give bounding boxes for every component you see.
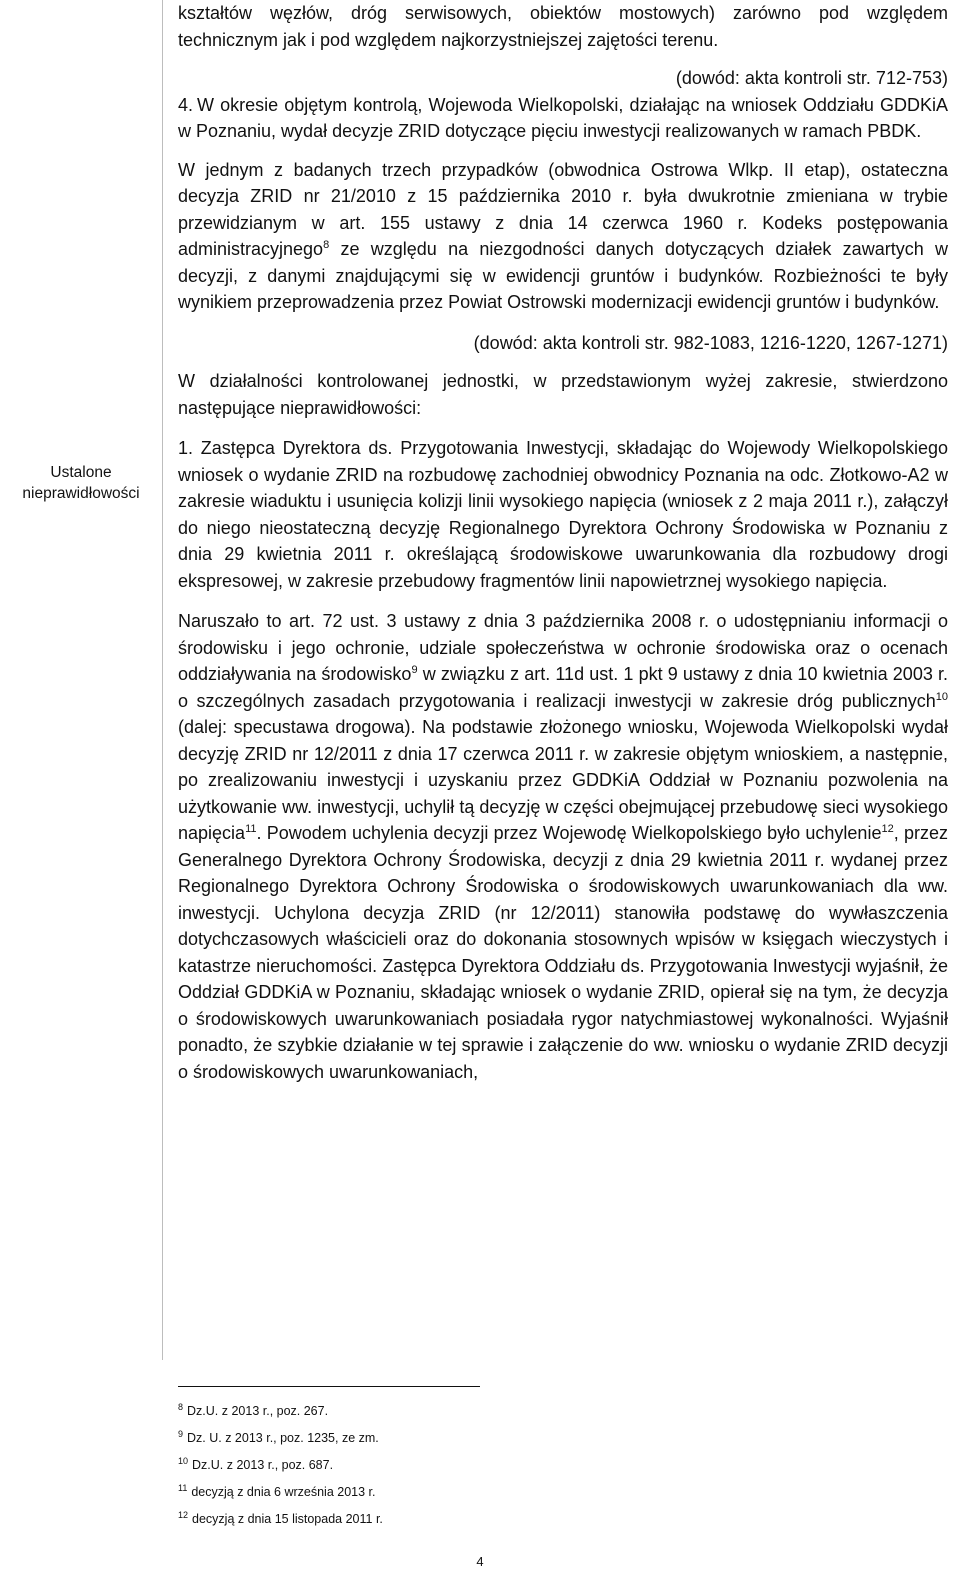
footnote-number: 11 bbox=[178, 1482, 188, 1493]
footnote-text: Dz.U. z 2013 r., poz. 267. bbox=[187, 1404, 329, 1418]
margin-column bbox=[0, 0, 163, 1360]
paragraph-4 bbox=[178, 92, 948, 145]
footnote-text: decyzją z dnia 15 listopada 2011 r. bbox=[192, 1512, 383, 1526]
footnote-divider bbox=[178, 1386, 480, 1387]
paragraph-text: . Powodem uchylenia decyzji przez Wojewodę Wielkopolskiego było uchylenie bbox=[256, 823, 882, 843]
footnote bbox=[178, 1428, 578, 1446]
footnote-ref: 9 bbox=[411, 664, 418, 676]
evidence-reference: (dowód: akta kontroli str. 982-1083, 1216-1220, 1267-1271) bbox=[473, 332, 948, 353]
footnote-text: Dz.U. z 2013 r., poz. 687. bbox=[192, 1458, 334, 1472]
footnote-ref: 10 bbox=[935, 690, 948, 703]
paragraph-number: 4. bbox=[178, 94, 194, 115]
footnote-ref: 8 bbox=[323, 239, 330, 251]
footnote-ref: 12 bbox=[881, 823, 894, 835]
footnote bbox=[178, 1482, 578, 1500]
paragraph-violation bbox=[178, 608, 948, 1085]
paragraph-text: ze względu na niezgodności danych dotyczących działek zawartych w decyzji, z danymi znajdującymi się w ewidencji gruntów i budynków. Rozbieżności te były wynikiem przeprowadzenia przez Powiat Ostrowski modernizacji ewidencji gruntów i budynków. bbox=[178, 239, 948, 312]
footnote-number: 12 bbox=[178, 1509, 189, 1520]
footnote-number: 8 bbox=[178, 1401, 184, 1412]
footnote-text: decyzją z dnia 6 września 2013 r. bbox=[191, 1485, 376, 1499]
footnote bbox=[178, 1509, 578, 1527]
paragraph-continued: kształtów węzłów, dróg serwisowych, obiektów mostowych) zarówno pod względem technicznym jak i pod względem najkorzystniejszej zajętości terenu. bbox=[178, 3, 948, 50]
paragraph-text: , przez Generalnego Dyrektora Ochrony Środowiska, decyzji z dnia 29 kwietnia 2011 r. wydanej przez Regionalnego Dyrektora Ochrony Środowiska o środowiskowych uwarunkowaniach dla ww. inwestycji. Uchylona decyzja ZRID (nr 12/2011) stanowiła podstawę do wywłaszczenia dotychczasowych właścicieli oraz do dokonania stosownych wpisów w księgach wieczystych i katastrze nieruchomości. Zastępca Dyrektora Oddziału ds. Przygotowania Inwestycji wyjaśnił, że Oddział GDDKiA w Poznaniu, składając wniosek o wydanie ZRID, opierał się na tym, że decyzja o środowiskowych uwarunkowaniach posiadała rygor natychmiastowej wykonalności. Wyjaśnił ponadto, że szybkie działanie w tej sprawie i załączenie do ww. wniosku o wydanie ZRID decyzji o środowiskowych uwarunkowaniach, bbox=[178, 823, 948, 1082]
paragraph-finding-1: 1. Zastępca Dyrektora ds. Przygotowania Inwestycji, składając do Wojewody Wielkopolskiego wniosek o wydanie ZRID na rozbudowę zachodniej obwodnicy Poznania na odc. Złotkowo-A2 w zakresie wiaduktu i usunięcia kolizji linii wysokiego napięcia (wniosek z 2 maja 2011 r.), załączył do niego nieostateczną decyzję Regionalnego Dyrektora Ochrony Środowiska w Poznaniu z dnia 29 kwietnia 2011 r. określającą środowiskowe uwarunkowania dla rozbudowy drogi ekspresowej, w zakresie przebudowy fragmentów linii napowietrznej wysokiego napięcia. bbox=[178, 438, 948, 591]
footnote-number: 9 bbox=[178, 1428, 184, 1439]
paragraph-text: w związku z art. 11d ust. 1 pkt 9 ustawy z dnia 10 kwietnia 2003 r. o szczególnych zasadach przygotowania i realizacji inwestycji w zakresie dróg publicznych bbox=[178, 664, 948, 711]
paragraph-text: W jednym z badanych trzech przypadków (obwodnica Ostrowa Wlkp. II etap), ostateczna decyzja ZRID nr 21/2010 z 15 października 2010 r. była dwukrotnie zmieniana w trybie przewidzianym w art. 155 ustawy z dnia 14 czerwca 1960 r. Kodeks postępowania administracyjnego bbox=[178, 159, 948, 259]
paragraph-findings-intro: W działalności kontrolowanej jednostki, w przedstawionym wyżej zakresie, stwierdzono następujące nieprawidłowości: bbox=[178, 371, 948, 418]
paragraph-text: W okresie objętym kontrolą, Wojewoda Wielkopolski, działając na wniosek Oddziału GDDKiA w Poznaniu, wydał decyzje ZRID dotyczące pięciu inwestycji realizowanych w ramach PBDK. bbox=[178, 94, 948, 141]
paragraph-text: (dalej: specustawa drogowa). Na podstawie złożonego wniosku, Wojewoda Wielkopolski wydał decyzję ZRID nr 12/2011 z dnia 17 czerwca 2011 r. w zakresie objętym wnioskiem, a następnie, po zrealizowaniu inwestycji i uzyskaniu przez GDDKiA Oddział w Poznaniu pozwolenia na użytkowanie ww. inwestycji, uchylił tą decyzję w części obejmującej przebudowę sieci wysokiego napięcia bbox=[178, 717, 948, 843]
footnote-number: 10 bbox=[178, 1455, 189, 1466]
footnote-text: Dz. U. z 2013 r., poz. 1235, ze zm. bbox=[187, 1431, 379, 1445]
margin-label bbox=[0, 462, 162, 504]
paragraph-zrid-case bbox=[178, 157, 948, 316]
footnotes bbox=[178, 1401, 578, 1539]
footnote bbox=[178, 1455, 578, 1473]
footnote bbox=[178, 1401, 578, 1419]
margin-label-line1: Ustalone bbox=[50, 464, 112, 481]
paragraph-text: Naruszało to art. 72 ust. 3 ustawy z dnia 3 października 2008 r. o udostępnianiu informacji o środowisku i jego ochronie, udziale społeczeństwa w ochronie środowiska oraz o ocenach oddziaływania na środowisko bbox=[178, 611, 948, 684]
main-text bbox=[178, 0, 948, 1085]
margin-label-line2: nieprawidłowości bbox=[22, 485, 140, 502]
evidence-reference: (dowód: akta kontroli str. 712-753) bbox=[675, 68, 948, 88]
footnote-ref: 11 bbox=[245, 823, 257, 835]
page-number: 4 bbox=[476, 1554, 484, 1569]
